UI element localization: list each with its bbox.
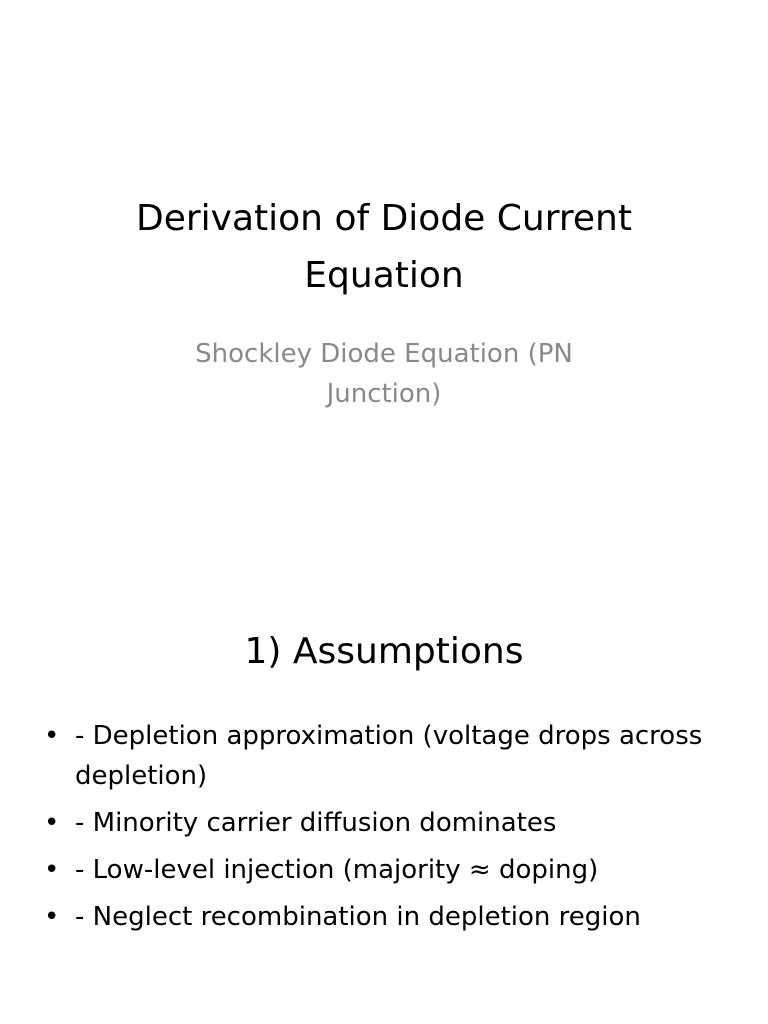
bullet-icon: • xyxy=(44,855,60,885)
list-item-text: - Depletion approximation (voltage drops across depletion) xyxy=(75,721,703,791)
slide-subtitle: Shockley Diode Equation (PN Junction) xyxy=(195,339,573,409)
assumptions-list xyxy=(40,716,740,944)
list-item xyxy=(40,897,740,937)
list-item xyxy=(40,803,740,843)
slide-title: Derivation of Diode Current Equation xyxy=(136,198,632,296)
list-item-text: - Minority carrier diffusion dominates xyxy=(75,808,557,838)
section-heading: 1) Assumptions xyxy=(244,631,524,672)
bullet-icon: • xyxy=(44,902,60,932)
list-item xyxy=(40,850,740,890)
list-item xyxy=(40,716,740,796)
bullet-icon: • xyxy=(44,808,60,838)
assumptions-slide xyxy=(0,512,768,1024)
list-item-text: - Low-level injection (majority ≈ doping) xyxy=(75,855,599,885)
list-item-text: - Neglect recombination in depletion region xyxy=(75,902,641,932)
bullet-icon: • xyxy=(44,721,60,751)
